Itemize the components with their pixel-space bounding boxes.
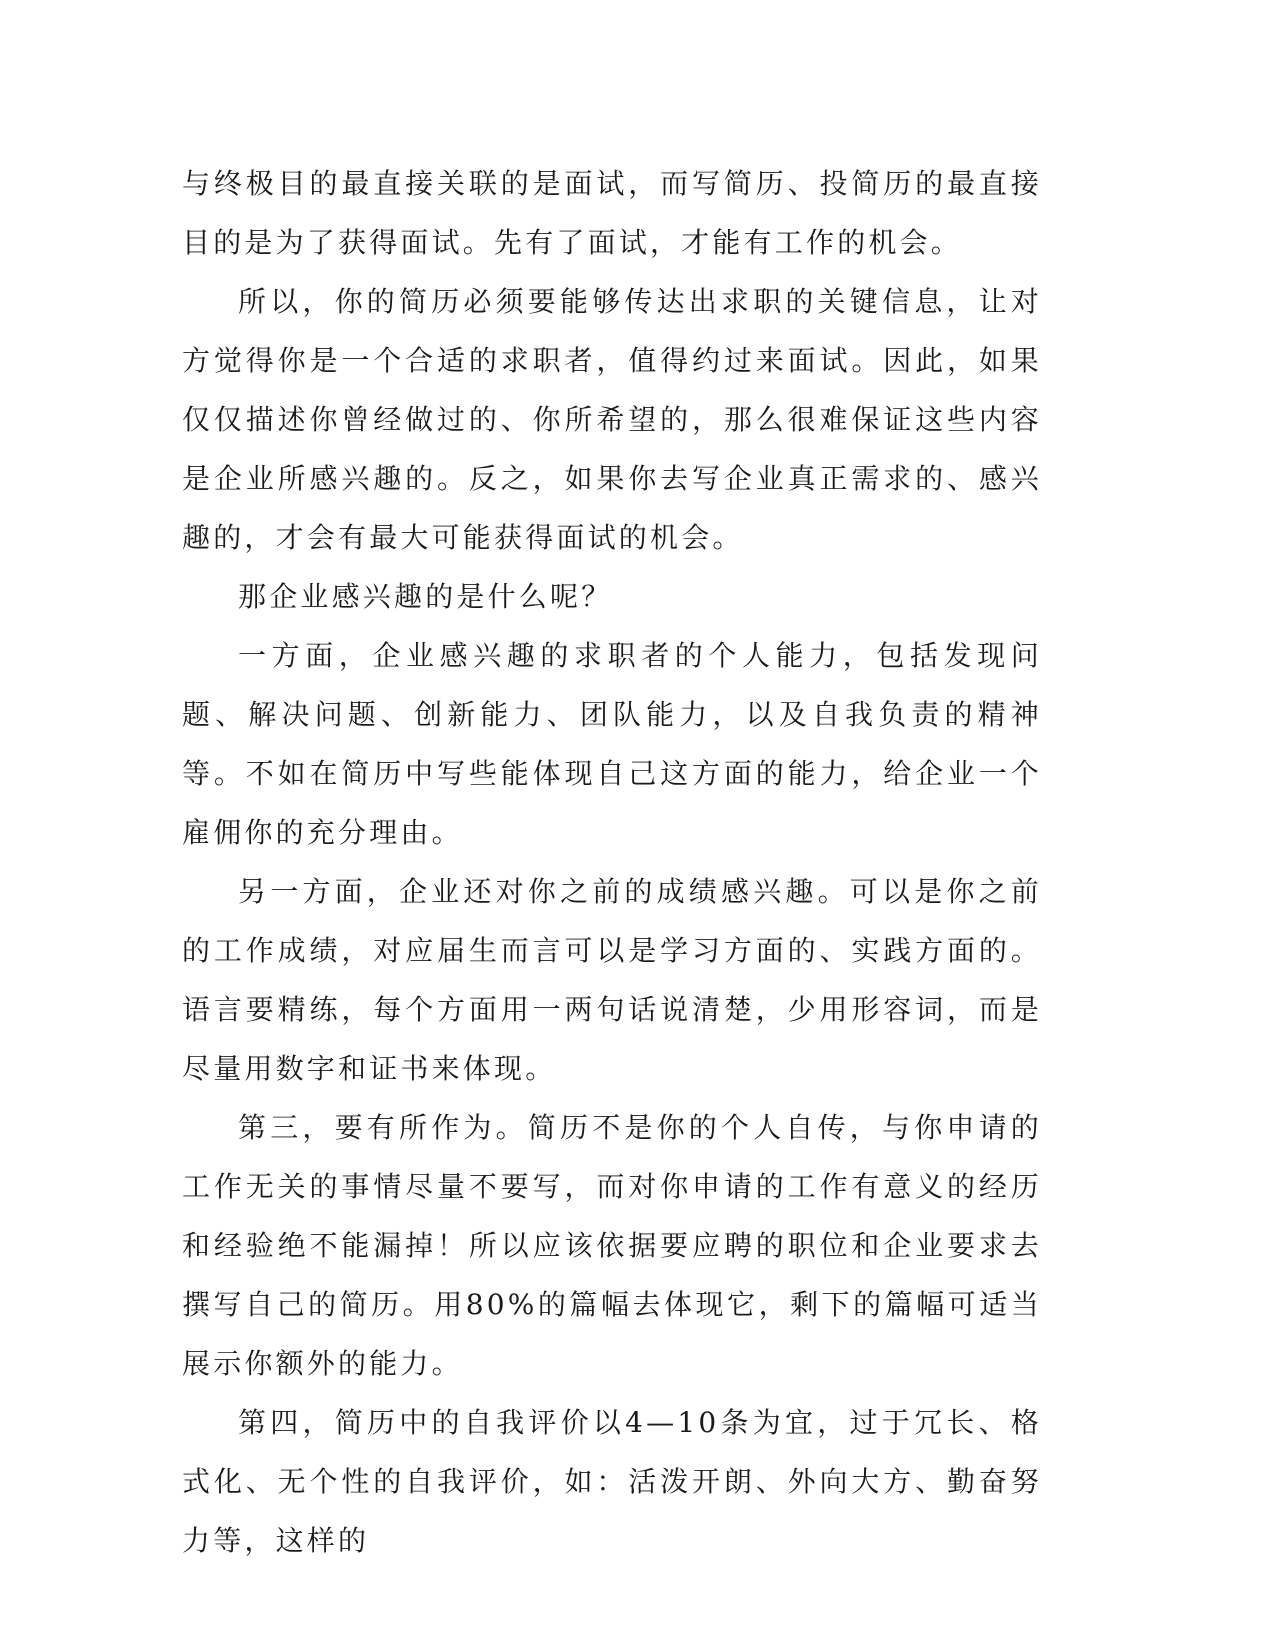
paragraph-past-achievements: 另一方面，企业还对你之前的成绩感兴趣。可以是你之前的工作成绩，对应届生而言可以是学习方面的、实践方面的。语言要精练，每个方面用一两句话说清楚，少用形容词，而是尽量用数字和证书来体现。 <box>182 875 1042 1085</box>
paragraph-resume-key-info: 所以，你的简历必须要能够传达出求职的关键信息，让对方觉得你是一个合适的求职者，值得约过来面试。因此，如果仅仅描述你曾经做过的、你所希望的，那么很难保证这些内容是企业所感兴趣的。反之，如果你去写企业真正需求的、感兴趣的，才会有最大可能获得面试的机会。 <box>182 285 1042 554</box>
paragraph-fourth-point: 第四，简历中的自我评价以4—10条为宜，过于冗长、格式化、无个性的自我评价，如：活泼开朗、外向大方、勤奋努力等，这样的 <box>182 1406 1042 1557</box>
paragraph-third-point: 第三，要有所作为。简历不是你的个人自传，与你申请的工作无关的事情尽量不要写，而对你申请的工作有意义的经历和经验绝不能漏掉！所以应该依据要应聘的职位和企业要求去撰写自己的简历。用80%的篇幅去体现它，剩下的篇幅可适当展示你额外的能力。 <box>182 1111 1042 1380</box>
body-text <box>182 154 1042 1570</box>
paragraph-question: 那企业感兴趣的是什么呢？ <box>238 580 613 613</box>
paragraph-interview-goal: 与终极目的最直接关联的是面试，而写简历、投简历的最直接目的是为了获得面试。先有了面试，才能有工作的机会。 <box>182 167 1042 259</box>
paragraph-personal-ability: 一方面，企业感兴趣的求职者的个人能力，包括发现问题、解决问题、创新能力、团队能力，以及自我负责的精神等。不如在简历中写些能体现自己这方面的能力，给企业一个雇佣你的充分理由。 <box>182 639 1042 849</box>
